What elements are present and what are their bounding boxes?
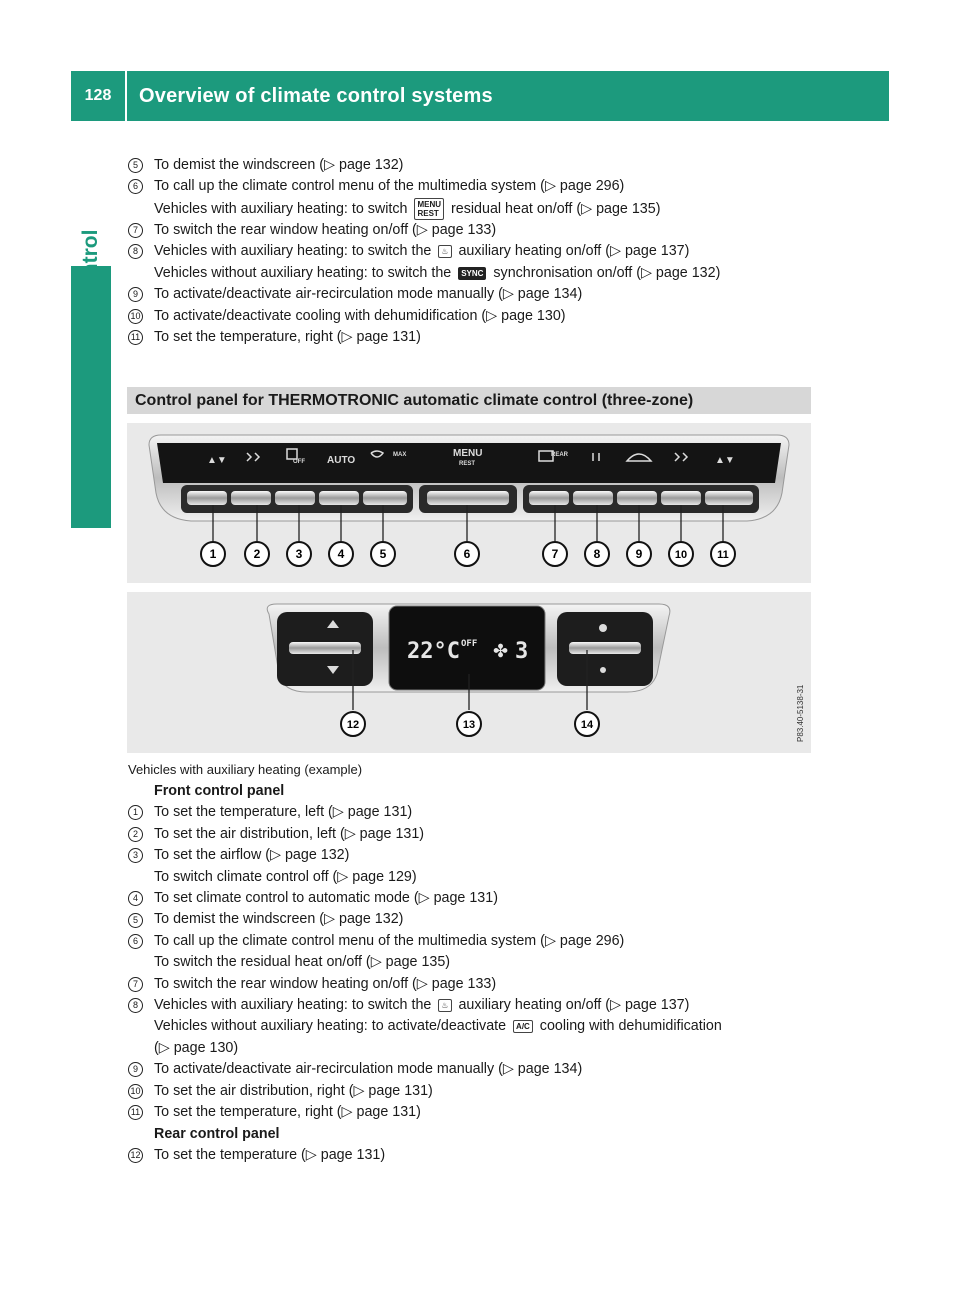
item-number: 3 <box>128 848 143 863</box>
item-text: Vehicles with auxiliary heating: to switch the ♨ auxiliary heating on/off (▷ page 137) <box>154 997 690 1014</box>
item-number: 10 <box>128 1084 143 1099</box>
rear-control-panel-figure <box>127 592 811 753</box>
item-number: 11 <box>128 330 143 345</box>
item-text: To demist the windscreen (▷ page 132) <box>154 911 404 928</box>
bottom-legend-list <box>128 781 818 1166</box>
item-text: To set the temperature, right (▷ page 131) <box>154 329 421 346</box>
item-number: 7 <box>128 223 143 238</box>
callout-1: 1 <box>209 547 217 561</box>
page-number: 128 <box>84 87 112 104</box>
item-text-part: residual heat on/off (▷ page 135) <box>447 200 661 217</box>
front-callouts <box>201 542 735 566</box>
item-text: To switch the rear window heating on/off (▷ page 133) <box>154 222 497 238</box>
svg-text:▲▼: ▲▼ <box>207 455 227 466</box>
callout-11: 11 <box>717 549 729 561</box>
item-number: 6 <box>128 934 143 949</box>
svg-text:MENU: MENU <box>453 448 483 459</box>
page-title: Overview of climate control systems <box>139 84 493 107</box>
callout-2: 2 <box>253 547 261 561</box>
item-number: 5 <box>128 158 143 173</box>
list-item <box>128 802 818 823</box>
side-tab-marker <box>71 266 111 528</box>
item-text: To call up the climate control menu of the multimedia system (▷ page 296) <box>154 932 625 949</box>
list-item <box>128 824 818 845</box>
item-number: 10 <box>128 309 143 324</box>
item-text-continuation: Vehicles without auxiliary heating: to activate/deactivate A/C cooling with dehumidification <box>154 1018 722 1035</box>
item-number: 7 <box>128 977 143 992</box>
rear-panel-heading: Rear control panel <box>154 1125 280 1142</box>
list-item <box>128 931 818 952</box>
item-number: 4 <box>128 891 143 906</box>
item-text-continuation: (▷ page 130) <box>154 1039 239 1056</box>
item-number: 12 <box>128 1148 143 1163</box>
list-item <box>128 241 818 262</box>
figure-caption: Vehicles with auxiliary heating (example) <box>128 762 363 777</box>
item-text: Vehicles with auxiliary heating: to switch the ♨ auxiliary heating on/off (▷ page 137) <box>154 243 690 260</box>
item-text: To set the temperature, left (▷ page 131) <box>154 804 413 821</box>
callout-7: 7 <box>551 547 559 561</box>
callout-10: 10 <box>674 549 688 561</box>
callout-8: 8 <box>593 547 601 561</box>
svg-text:REST: REST <box>459 461 476 467</box>
item-number: 5 <box>128 913 143 928</box>
list-item <box>128 220 818 241</box>
front-panel-heading: Front control panel <box>154 783 285 799</box>
callout-14: 14 <box>580 719 594 731</box>
item-text: To activate/deactivate air-recirculation mode manually (▷ page 134) <box>154 286 583 303</box>
item-number: 11 <box>128 1105 143 1120</box>
callout-13: 13 <box>462 719 476 731</box>
item-text: To set the air distribution, left (▷ page 131) <box>154 825 425 842</box>
callout-12: 12 <box>346 719 360 731</box>
callout-9: 9 <box>635 547 643 561</box>
item-number: 2 <box>128 827 143 842</box>
list-item <box>128 909 818 930</box>
list-item <box>128 974 818 995</box>
front-panel-illustration <box>127 423 811 583</box>
callout-5: 5 <box>379 547 387 561</box>
item-text: To set the temperature, right (▷ page 131) <box>154 1104 421 1121</box>
auxiliary-heating-icon: ♨ <box>438 999 451 1012</box>
top-legend-list <box>128 155 818 348</box>
item-text: To set the airflow (▷ page 132) <box>154 847 350 864</box>
callout-3: 3 <box>295 547 303 561</box>
item-text: To activate/deactivate cooling with dehumidification (▷ page 130) <box>154 307 566 324</box>
sync-icon: SYNC <box>458 267 486 280</box>
rear-panel-illustration <box>127 592 811 753</box>
svg-text:REAR: REAR <box>551 452 569 458</box>
list-item <box>128 1081 818 1102</box>
item-text: To switch the rear window heating on/off (▷ page 133) <box>154 975 497 992</box>
svg-text:MAX: MAX <box>393 452 407 458</box>
list-item <box>128 306 818 327</box>
item-text: To call up the climate control menu of the multimedia system (▷ page 296) <box>154 178 625 195</box>
item-text: To activate/deactivate air-recirculation mode manually (▷ page 134) <box>154 1061 583 1078</box>
list-item <box>128 155 818 176</box>
item-text-continuation: To switch climate control off (▷ page 129) <box>154 868 417 885</box>
list-item <box>128 845 818 866</box>
menu-rest-icon: MENU REST <box>414 198 444 220</box>
item-text-continuation: Vehicles without auxiliary heating: to switch the SYNC synchronisation on/off (▷ page 132) <box>154 264 721 281</box>
display-temperature: 22°C <box>407 639 460 664</box>
item-number: 6 <box>128 179 143 194</box>
display-fan-level: 3 <box>515 639 529 664</box>
item-number: 1 <box>128 805 143 820</box>
svg-text:AUTO: AUTO <box>327 455 356 466</box>
svg-text:OFF: OFF <box>293 459 305 465</box>
list-item <box>128 327 818 348</box>
page-header <box>71 71 889 121</box>
item-text: To set climate control to automatic mode (▷ page 131) <box>154 890 498 907</box>
display-off: OFF <box>461 639 478 649</box>
list-item <box>128 1059 818 1080</box>
auxiliary-heating-icon: ♨ <box>438 245 451 258</box>
item-number: 8 <box>128 998 143 1013</box>
item-text-continuation: To switch the residual heat on/off (▷ page 135) <box>154 954 451 971</box>
rear-callouts <box>341 712 599 736</box>
item-text: To demist the windscreen (▷ page 132) <box>154 157 404 173</box>
ac-icon: A/C <box>513 1020 533 1033</box>
item-text: To set the air distribution, right (▷ page 131) <box>154 1082 433 1099</box>
item-text: To set the temperature (▷ page 131) <box>154 1146 386 1163</box>
item-number: 9 <box>128 1062 143 1077</box>
callout-4: 4 <box>337 547 345 561</box>
item-text-continuation <box>128 198 818 220</box>
list-item <box>128 1145 818 1166</box>
item-number: 8 <box>128 244 143 259</box>
front-control-panel-figure <box>127 423 811 583</box>
front-button-slots <box>181 485 759 513</box>
list-item <box>128 995 818 1016</box>
section-heading: Control panel for THERMOTRONIC automatic climate control (three-zone) <box>127 387 811 414</box>
part-number: P83.40-5138-31 <box>796 684 805 742</box>
svg-text:▲▼: ▲▼ <box>715 455 735 466</box>
fan-icon: ✤ <box>493 641 509 661</box>
list-item <box>128 888 818 909</box>
list-item <box>128 284 818 305</box>
item-number: 9 <box>128 287 143 302</box>
item-text-part: Vehicles with auxiliary heating: to switch <box>154 200 412 217</box>
list-item <box>128 1102 818 1123</box>
callout-6: 6 <box>463 547 471 561</box>
list-item <box>128 176 818 197</box>
